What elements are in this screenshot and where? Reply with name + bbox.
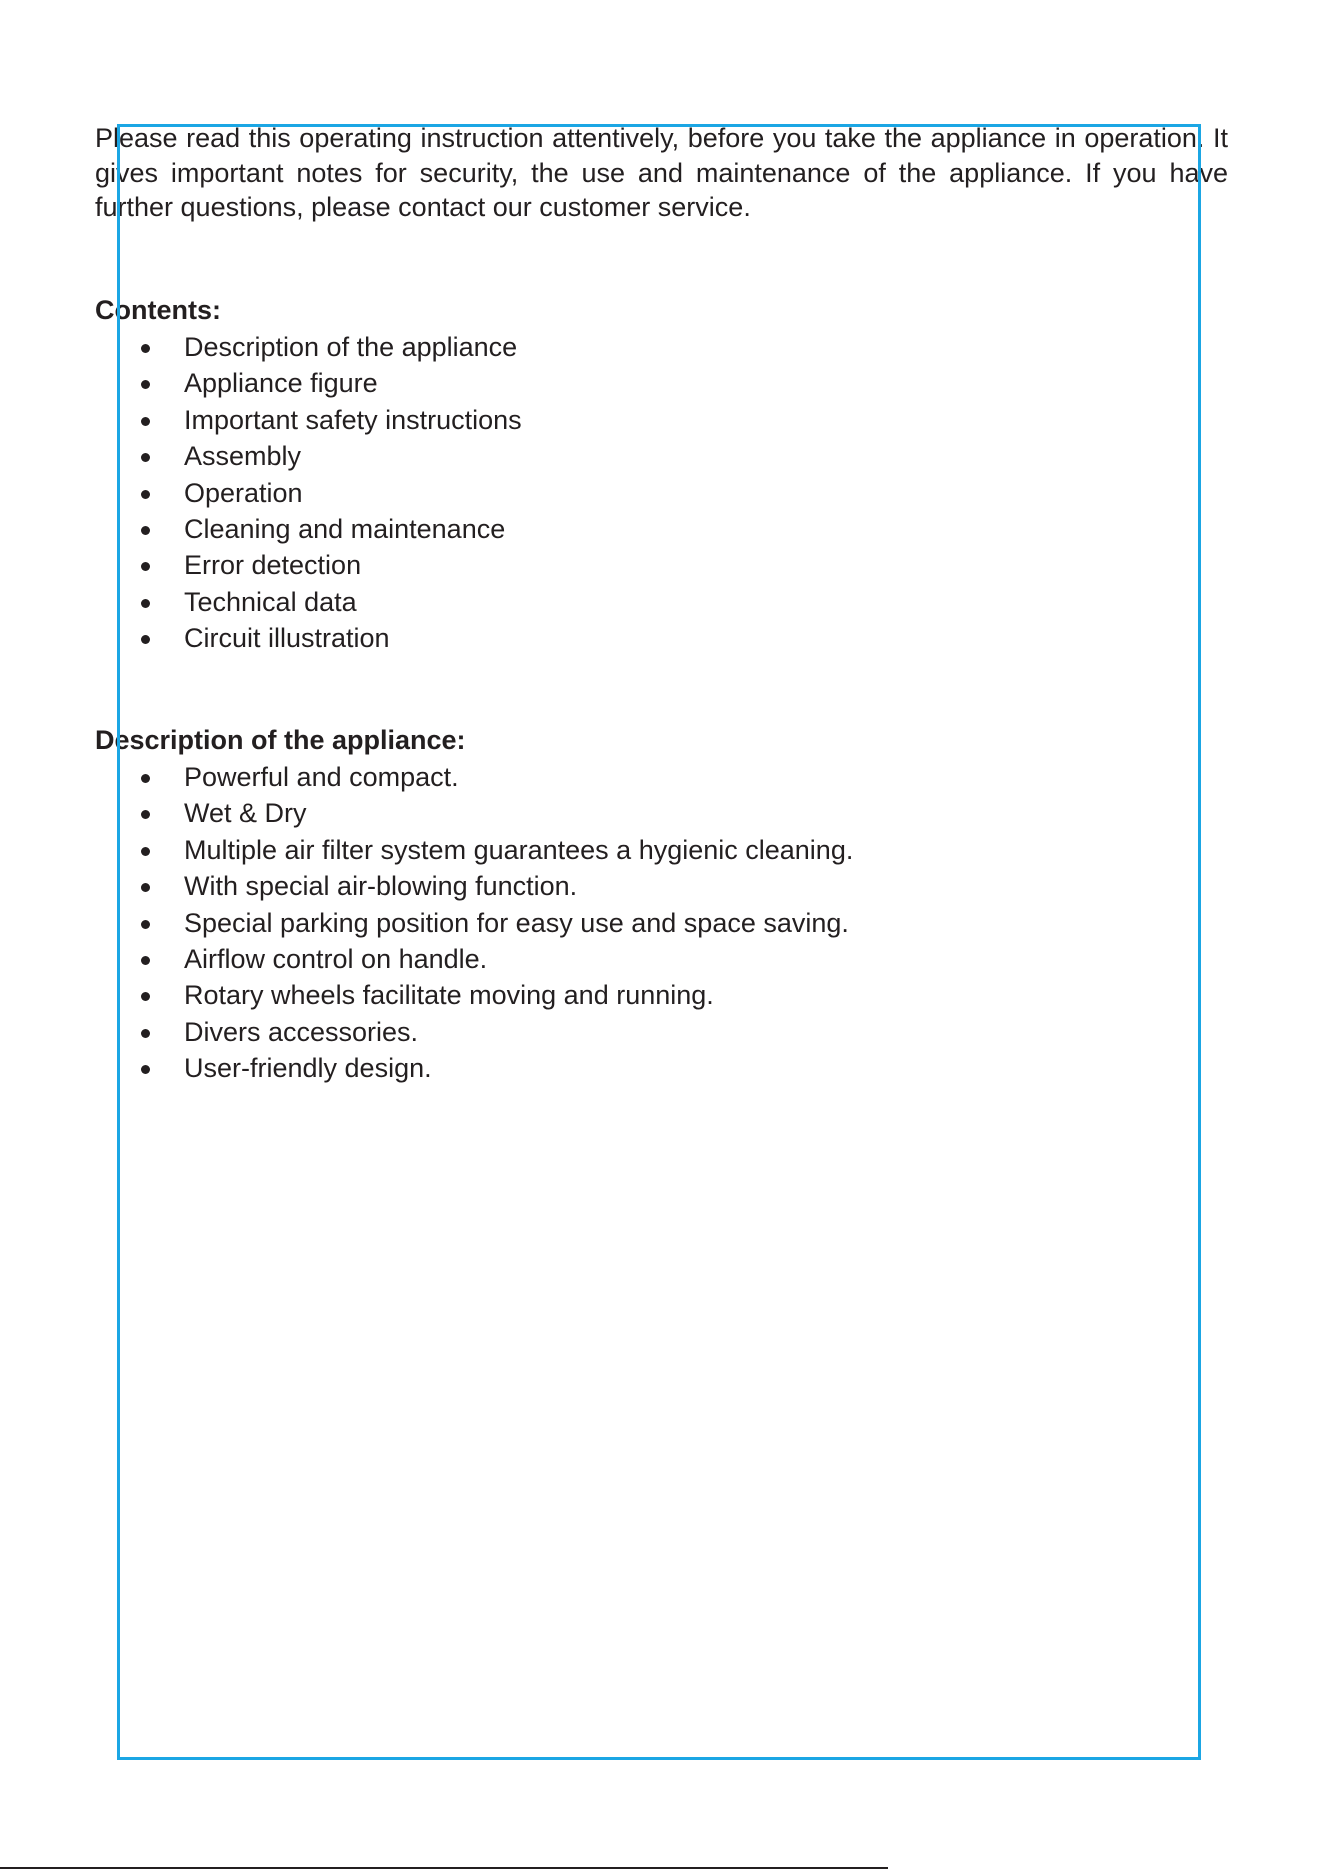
bullet-icon bbox=[141, 599, 150, 608]
contents-item-label: Appliance figure bbox=[184, 368, 378, 399]
bullet-icon bbox=[141, 956, 150, 965]
bullet-icon bbox=[141, 810, 150, 819]
bullet-icon bbox=[141, 526, 150, 535]
bullet-icon bbox=[141, 417, 150, 426]
intro-paragraph: Please read this operating instruction attentively, before you take the appliance in operation. It gives important notes for security, the use and maintenance of the appliance. If you have further questions, please contact our customer service. bbox=[95, 123, 1228, 222]
bullet-icon bbox=[141, 883, 150, 892]
description-item-label: Wet & Dry bbox=[184, 798, 307, 829]
bullet-icon bbox=[141, 847, 150, 856]
description-item-label: With special air-blowing function. bbox=[184, 871, 578, 902]
bullet-icon bbox=[141, 1065, 150, 1074]
bullet-icon bbox=[141, 490, 150, 499]
description-item-label: Rotary wheels facilitate moving and running. bbox=[184, 980, 714, 1011]
contents-item-label: Cleaning and maintenance bbox=[184, 513, 506, 544]
description-heading: Description of the appliance: bbox=[95, 725, 466, 755]
bullet-icon bbox=[141, 1029, 150, 1038]
bullet-icon bbox=[141, 562, 150, 571]
contents-item-label: Operation bbox=[184, 477, 303, 508]
contents-item-label: Circuit illustration bbox=[184, 623, 390, 654]
contents-item-label: Error detection bbox=[184, 550, 362, 581]
bullet-icon bbox=[141, 344, 150, 353]
contents-item-label: Assembly bbox=[184, 441, 302, 472]
contents-item-label: Important safety instructions bbox=[184, 404, 522, 435]
description-item-label: Powerful and compact. bbox=[184, 762, 459, 792]
description-item-label: User-friendly design. bbox=[184, 1053, 432, 1084]
bullet-icon bbox=[141, 453, 150, 462]
contents-heading: Contents: bbox=[95, 295, 221, 325]
description-item-label: Divers accessories. bbox=[184, 1016, 419, 1047]
bullet-icon bbox=[141, 774, 150, 783]
bullet-icon bbox=[141, 992, 150, 1001]
description-item-label: Multiple air filter system guarantees a hygienic cleaning. bbox=[184, 834, 854, 865]
contents-item-label: Description of the appliance bbox=[184, 332, 518, 362]
bullet-icon bbox=[141, 635, 150, 644]
description-item-label: Airflow control on handle. bbox=[184, 943, 488, 974]
bullet-icon bbox=[141, 920, 150, 929]
description-item-label: Special parking position for easy use and space saving. bbox=[184, 907, 849, 938]
footer-divider bbox=[0, 1867, 888, 1869]
bullet-icon bbox=[141, 380, 150, 389]
contents-item-label: Technical data bbox=[184, 586, 357, 617]
